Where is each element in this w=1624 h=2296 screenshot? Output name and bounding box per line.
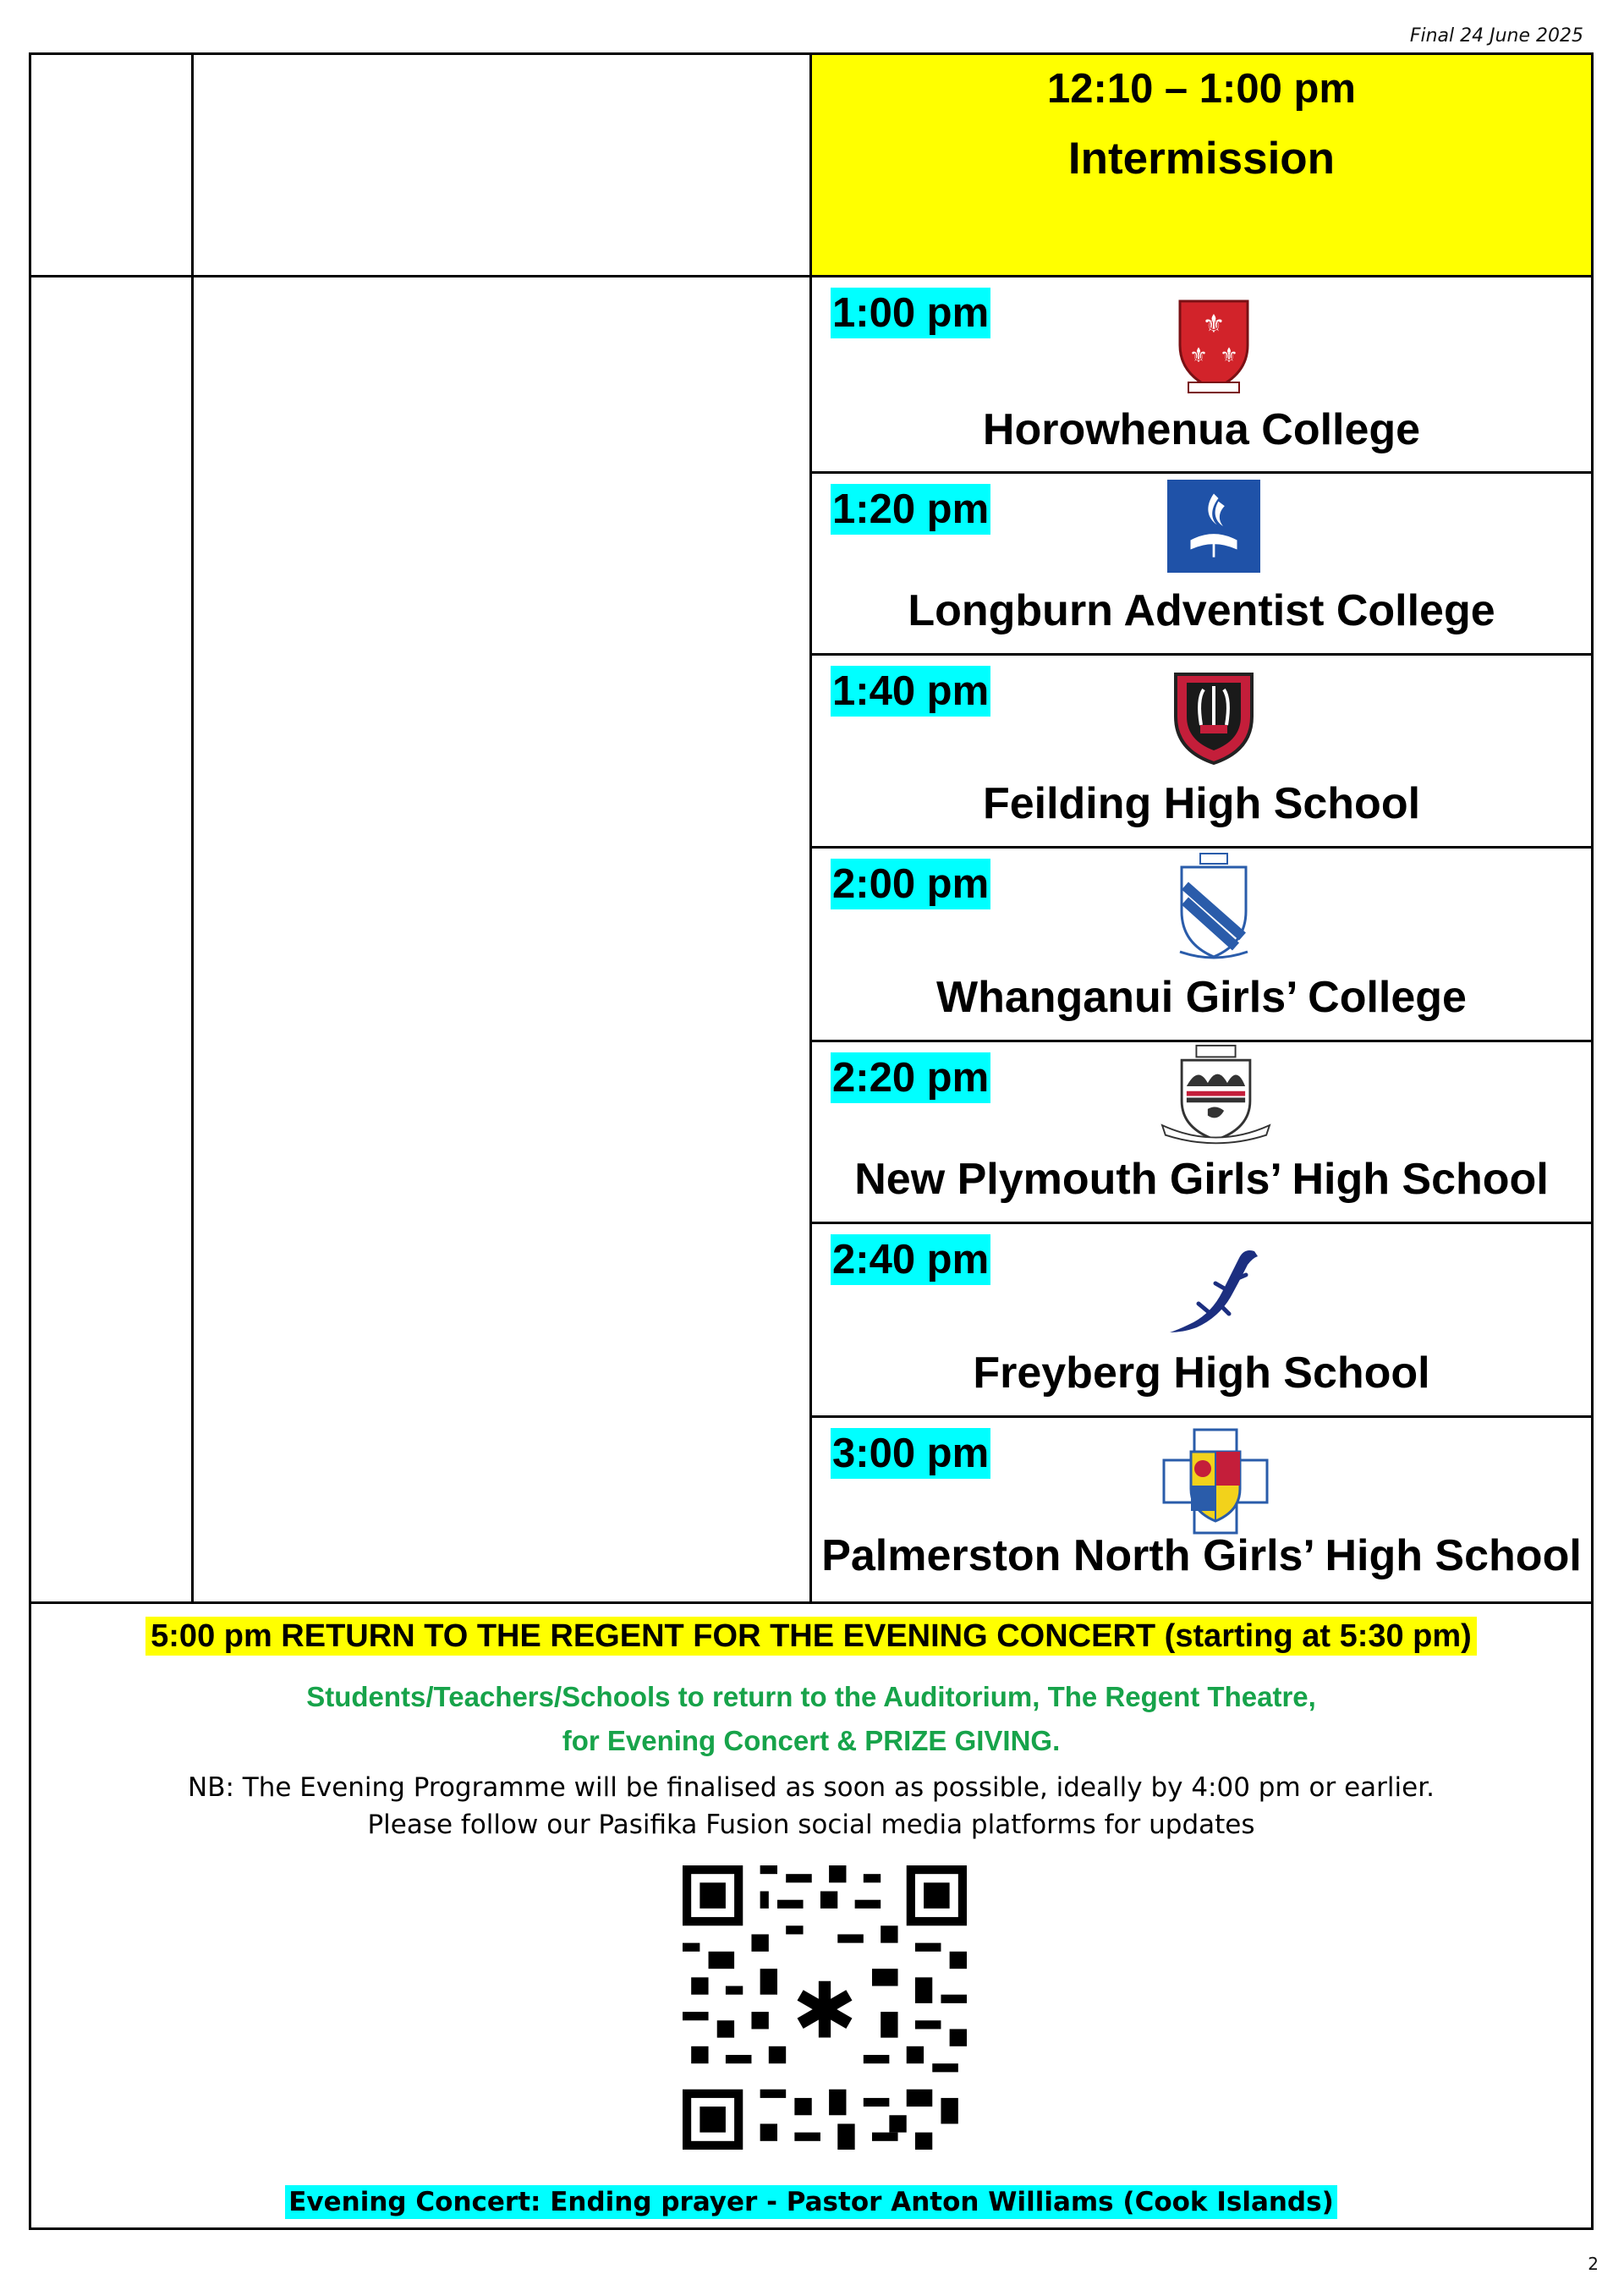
schedule-slot <box>812 1418 1591 1601</box>
new-plymouth-crest-icon <box>1159 1044 1273 1150</box>
svg-text:✱: ✱ <box>792 1965 858 2057</box>
ending-prayer-text: Evening Concert: Ending prayer - Pastor Anton Williams (Cook Islands) <box>285 2185 1337 2219</box>
schedule-slot <box>812 1042 1591 1222</box>
svg-text:⚜: ⚜ <box>1220 343 1238 367</box>
green-instruction-line-2: for Evening Concert & PRIZE GIVING. <box>562 1725 1061 1756</box>
school-name: Longburn Adventist College <box>908 586 1495 635</box>
return-notice <box>31 1618 1591 1655</box>
nb-line-2: Please follow our Pasifika Fusion social media platforms for updates <box>367 1810 1255 1840</box>
schedule-slot <box>812 849 1591 1040</box>
school-name: Horowhenua College <box>982 405 1421 454</box>
column-divider <box>191 52 194 1603</box>
intermission-time: 12:10 – 1:00 pm <box>1047 66 1356 112</box>
schedule-slot <box>812 277 1591 471</box>
slot-time: 2:20 pm <box>831 1052 990 1103</box>
slot-time: 3:00 pm <box>831 1428 990 1479</box>
page-number: 2 <box>1588 2254 1599 2274</box>
svg-text:⚜: ⚜ <box>1202 310 1226 339</box>
school-name: Whanganui Girls’ College <box>936 973 1467 1022</box>
whanganui-crest-icon <box>1163 852 1265 970</box>
horowhenua-crest-icon <box>1163 294 1265 396</box>
feilding-crest-icon <box>1163 666 1265 767</box>
school-name: Freyberg High School <box>973 1348 1430 1398</box>
final-note: Final 24 June 2025 <box>1409 25 1583 47</box>
slot-time: 1:00 pm <box>831 288 990 338</box>
nb-line-1: NB: The Evening Programme will be finalised as soon as possible, ideally by 4:00 pm or earlier. <box>188 1772 1435 1803</box>
school-name: Palmerston North Girls’ High School <box>821 1531 1582 1580</box>
row-divider <box>29 1601 1594 1604</box>
lizard-logo-icon <box>1163 1241 1265 1343</box>
school-name: Feilding High School <box>982 779 1421 828</box>
intermission-cell <box>812 55 1591 275</box>
schedule-slot <box>812 1224 1591 1415</box>
slot-time: 2:40 pm <box>831 1234 990 1285</box>
ending-prayer <box>31 2187 1591 2217</box>
slot-time: 2:00 pm <box>831 859 990 909</box>
qr-code-icon[interactable] <box>683 1865 967 2150</box>
slot-time: 1:20 pm <box>831 484 990 535</box>
adventist-logo-icon <box>1167 477 1260 575</box>
svg-text:⚜: ⚜ <box>1189 343 1208 367</box>
schedule-slot <box>812 656 1591 846</box>
schedule-slot <box>812 474 1591 653</box>
intermission-label: Intermission <box>1067 134 1336 184</box>
school-name: New Plymouth Girls’ High School <box>854 1155 1549 1204</box>
palmerston-crest-icon <box>1160 1426 1270 1536</box>
slot-time: 1:40 pm <box>831 666 990 717</box>
return-notice-text: 5:00 pm RETURN TO THE REGENT FOR THE EVENING CONCERT (starting at 5:30 pm) <box>145 1617 1477 1656</box>
green-instruction-line-1: Students/Teachers/Schools to return to the Auditorium, The Regent Theatre, <box>306 1681 1316 1712</box>
